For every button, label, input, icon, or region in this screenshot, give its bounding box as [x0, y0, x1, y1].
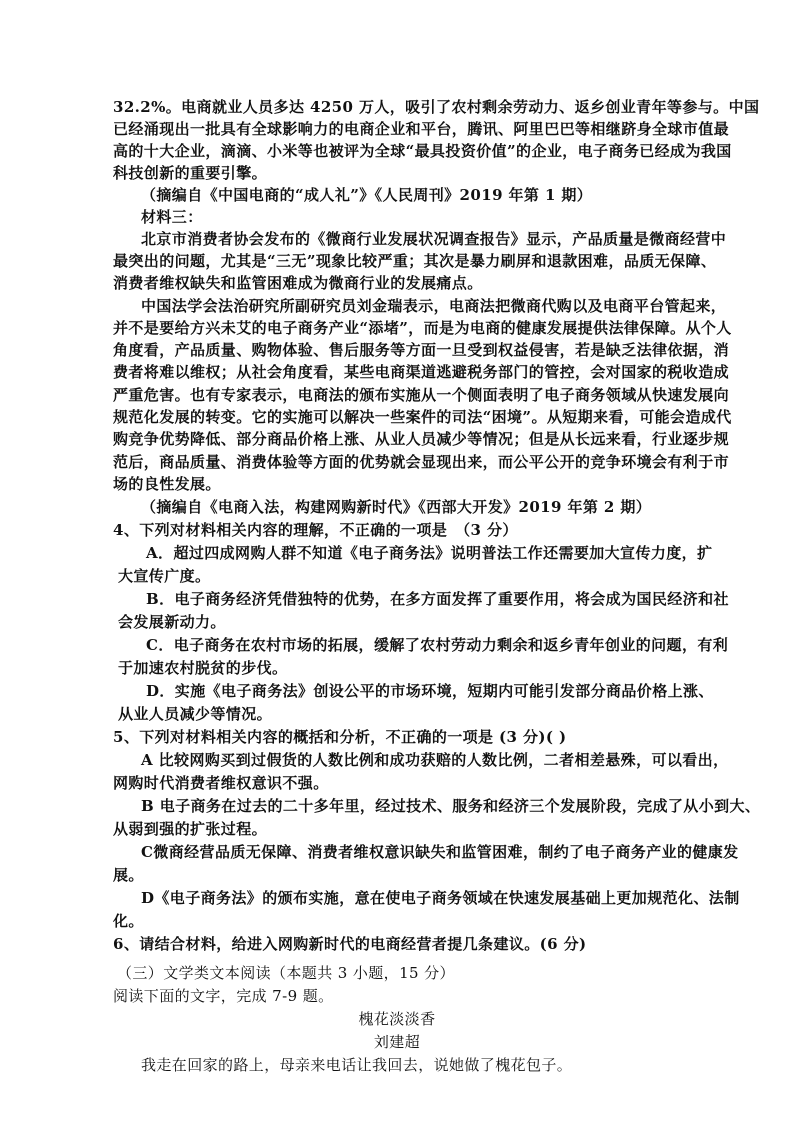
option-b: B 电子商务在过去的二十多年里，经过技术、服务和经济三个发展阶段，完成了从小到大、 [141, 797, 761, 815]
option-a: A．超过四成网购人群不知道《电子商务法》说明普法工作还需要加大宣传力度，扩 [146, 544, 713, 562]
text-line: 中国法学会法治研究所副研究员刘金瑞表示，电商法把微商代购以及电商平台管起来， [141, 297, 727, 315]
section-heading: （三）文学类文本阅读（本题共 3 小题，15 分） [117, 964, 455, 982]
option-b: B．电子商务经济凭借独特的优势，在多方面发挥了重要作用，将会成为国民经济和社 [146, 590, 729, 608]
section-heading: 材料三： [141, 208, 203, 226]
text-line: 会发展新动力。 [118, 613, 226, 631]
option-d: D．实施《电子商务法》创设公平的市场环境，短期内可能引发部分商品价格上涨、 [146, 682, 714, 700]
text-line: 高的十大企业，滴滴、小米等也被评为全球“最具投资价值”的企业，电子商务已经成为我国 [113, 142, 732, 160]
text-line: 于加速农村脱贫的步伐。 [118, 659, 288, 677]
text-line: 32.2%。电商就业人员多达 4250 万人，吸引了农村剩余劳动力、返乡创业青年等参与。中国 [113, 98, 760, 116]
text-line: 场的良性发展。 [113, 475, 221, 493]
text-line: 从弱到强的扩张过程。 [113, 820, 268, 838]
option-a: A 比较网购买到过假货的人数比例和成功获赔的人数比例，二者相差悬殊，可以看出， [141, 751, 729, 769]
question-6: 6、请结合材料，给进入网购新时代的电商经营者提几条建议。(6 分) [113, 935, 587, 953]
text-line: 范后，商品质量、消费体验等方面的优势就会显现出来，而公平公开的竞争环境会有利于市 [113, 453, 730, 471]
option-c: C．电子商务在农村市场的拓展，缓解了农村劳动力剩余和返乡青年创业的问题，有利 [146, 636, 729, 654]
story-author: 刘建超 [373, 1033, 421, 1051]
text-line: 规范化发展的转变。它的实施可以解决一些案件的司法“困境”。从短期来看，可能会造成代 [113, 408, 732, 426]
text-line: 网购时代消费者维权意识不强。 [113, 774, 329, 792]
source-citation: （摘编自《中国电商的“成人礼”》《人民周刊》2019 年第 1 期） [141, 186, 593, 204]
text-line: 最突出的问题，尤其是“三无”现象比较严重；其次是暴力刷屏和退款困难，品质无保障、 [113, 252, 717, 270]
source-citation: （摘编自《电商入法，构建网购新时代》《西部大开发》2019 年第 2 期） [141, 498, 652, 516]
story-title: 槐花淡淡香 [358, 1010, 436, 1028]
question-4: 4、下列对材料相关内容的理解，不正确的一项是 （3 分） [113, 521, 518, 539]
instruction-text: 阅读下面的文字，完成 7-9 题。 [113, 987, 334, 1005]
text-line: 角度看，产品质量、购物体验、售后服务等方面一旦受到权益侵害，若是缺乏法律依据，消 [113, 341, 730, 359]
text-line: 从业人员减少等情况。 [118, 705, 273, 723]
story-paragraph: 我走在回家的路上，母亲来电话让我回去，说她做了槐花包子。 [141, 1056, 573, 1074]
text-line: 已经涌现出一批具有全球影响力的电商企业和平台，腾讯、阿里巴巴等相继跻身全球市值最 [113, 120, 730, 138]
text-line: 严重危害。也有专家表示，电商法的颁布实施从一个侧面表明了电子商务领域从快速发展向 [113, 386, 730, 404]
text-line: 北京市消费者协会发布的《微商行业发展状况调查报告》显示，产品质量是微商经营中 [141, 230, 727, 248]
question-5: 5、下列对材料相关内容的概括和分析，不正确的一项是 (3 分)( ) [113, 728, 567, 746]
text-line: 并不是要给方兴未艾的电子商务产业“添堵”，而是为电商的健康发展提供法律保障。从个人 [113, 319, 732, 337]
text-line: 购竞争优势降低、部分商品价格上涨、从业人员减少等情况；但是从长远来看，行业逐步规 [113, 430, 730, 448]
text-line: 展。 [113, 866, 144, 884]
text-line: 消费者维权缺失和监管困难成为微商行业的发展痛点。 [113, 274, 483, 292]
text-line: 费者将难以维权；从社会角度看，某些电商渠道逃避税务部门的管控，会对国家的税收造成 [113, 363, 730, 381]
text-line: 大宣传广度。 [118, 567, 211, 585]
option-d: D《电子商务法》的颁布实施，意在使电子商务领域在快速发展基础上更加规范化、法制 [141, 889, 740, 907]
option-c: C微商经营品质无保障、消费者维权意识缺失和监管困难，制约了电子商务产业的健康发 [141, 843, 739, 861]
text-line: 科技创新的重要引擎。 [113, 164, 268, 182]
text-line: 化。 [113, 912, 144, 930]
